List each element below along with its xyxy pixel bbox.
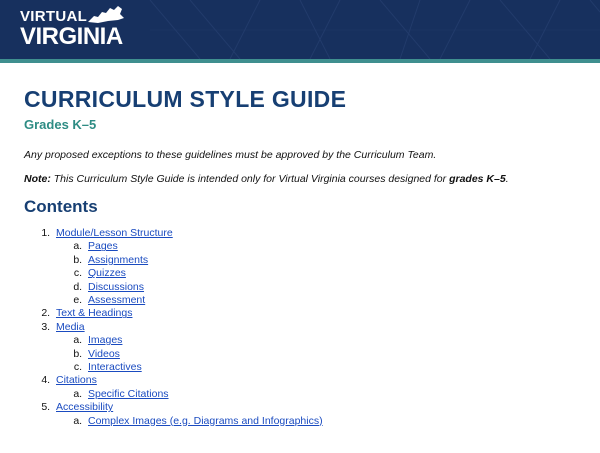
toc-link-assessment[interactable]: Assessment: [88, 294, 146, 307]
page-title: CURRICULUM STYLE GUIDE: [24, 86, 347, 112]
virtual-virginia-logo[interactable]: [20, 9, 123, 49]
note-text: This Curriculum Style Guide is intended only for Virtual Virginia courses designed for: [50, 172, 450, 185]
toc-subitem: [85, 361, 576, 374]
page-subtitle: Grades K–5: [24, 117, 97, 132]
header-banner: [0, 0, 600, 59]
toc-link-module-lesson-structure[interactable]: Module/Lesson Structure: [56, 227, 173, 239]
contents-heading: Contents: [24, 197, 98, 216]
toc-link-assignments[interactable]: Assignments: [88, 253, 149, 266]
header-accent-stripe: [0, 59, 600, 63]
table-of-contents: [24, 227, 576, 428]
toc-item: [53, 307, 576, 320]
note-emphasis: grades K–5: [449, 172, 506, 185]
toc-sublist: [56, 388, 576, 401]
toc-subitem: [85, 388, 576, 401]
toc-link-interactives[interactable]: Interactives: [88, 361, 142, 374]
toc-subitem: [85, 348, 576, 361]
toc-link-citations[interactable]: Citations: [56, 374, 97, 387]
toc-subitem: [85, 240, 576, 253]
note-label: Note:: [24, 172, 51, 185]
toc-link-text-headings[interactable]: Text & Headings: [56, 307, 133, 320]
toc-sublist: [56, 415, 576, 428]
toc-item: [53, 321, 576, 375]
toc-subitem: [85, 294, 576, 307]
virginia-state-silhouette-icon: [88, 6, 124, 24]
toc-sublist: [56, 240, 576, 307]
toc-link-videos[interactable]: Videos: [88, 347, 120, 360]
toc-link-complex-images-e-g-diagrams-and-infographics[interactable]: Complex Images (e.g. Diagrams and Infographics): [88, 414, 323, 427]
toc-sublist: [56, 334, 576, 374]
toc-subitem: [85, 334, 576, 347]
toc-link-quizzes[interactable]: Quizzes: [88, 267, 126, 280]
toc-link-accessibility[interactable]: Accessibility: [56, 401, 114, 414]
toc-link-media[interactable]: Media: [56, 320, 85, 333]
site-header: [0, 0, 600, 63]
toc-subitem: [85, 415, 576, 428]
toc-item: [53, 374, 576, 401]
note-end: .: [505, 172, 509, 185]
toc-link-pages[interactable]: Pages: [88, 240, 118, 253]
scope-note: [24, 173, 576, 186]
toc-item: [53, 227, 576, 307]
exceptions-notice: Any proposed exceptions to these guidelines must be approved by the Curriculum Team.: [24, 149, 437, 161]
document-body: [0, 85, 600, 428]
toc-subitem: [85, 281, 576, 294]
toc-link-discussions[interactable]: Discussions: [88, 280, 145, 293]
logo-text-virginia: VIRGINIA: [20, 23, 123, 50]
logo-text-virtual: VIRTUAL: [20, 8, 88, 25]
toc-link-specific-citations[interactable]: Specific Citations: [88, 387, 169, 400]
toc-subitem: [85, 267, 576, 280]
toc-item: [53, 401, 576, 428]
toc-subitem: [85, 254, 576, 267]
toc-link-images[interactable]: Images: [88, 334, 123, 347]
